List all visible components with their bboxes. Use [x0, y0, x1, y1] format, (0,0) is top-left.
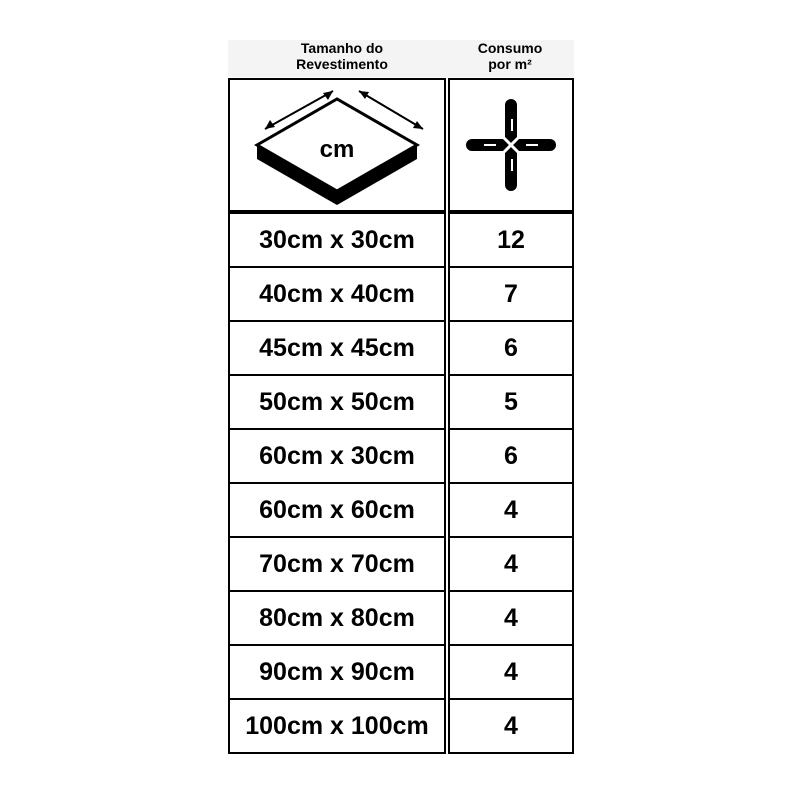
consumption-cell: 4 [448, 644, 574, 700]
table-row [228, 320, 574, 376]
consumption-cell: 4 [448, 590, 574, 646]
tile-size-cell: 60cm x 30cm [228, 428, 446, 484]
tile-size-cell: 70cm x 70cm [228, 536, 446, 592]
icon-row [228, 78, 574, 212]
tile-size-cell: 60cm x 60cm [228, 482, 446, 538]
consumption-cell: 4 [448, 536, 574, 592]
consumption-cell: 4 [448, 482, 574, 538]
table-row [228, 536, 574, 592]
table-row [228, 212, 574, 268]
tile-size-cell: 100cm x 100cm [228, 698, 446, 754]
table-row [228, 482, 574, 538]
consumption-cell: 6 [448, 320, 574, 376]
spacer-icon-cell [448, 78, 574, 212]
tile-size-cell: 45cm x 45cm [228, 320, 446, 376]
table-row [228, 266, 574, 322]
table-row [228, 698, 574, 754]
tile-size-cell: 30cm x 30cm [228, 212, 446, 268]
tile-icon-cell [228, 78, 446, 212]
tile-cm-label: cm [319, 136, 355, 163]
table-row [228, 644, 574, 700]
table-row [228, 428, 574, 484]
tile-size-cell: 50cm x 50cm [228, 374, 446, 430]
tile-size-cell: 40cm x 40cm [228, 266, 446, 322]
tile-size-cell: 80cm x 80cm [228, 590, 446, 646]
consumption-cell: 12 [448, 212, 574, 268]
consumption-cell: 6 [448, 428, 574, 484]
column-header-consumo: Consumo por m² [477, 40, 543, 72]
tile-spacer-cross-icon [466, 97, 556, 193]
column-header-size: Tamanho do Revestimento [296, 40, 388, 72]
table-row [228, 590, 574, 646]
table-row [228, 374, 574, 430]
consumption-cell: 5 [448, 374, 574, 430]
tile-size-cell: 90cm x 90cm [228, 644, 446, 700]
tile-dimensions-icon [237, 85, 437, 205]
consumption-cell: 4 [448, 698, 574, 754]
consumption-cell: 7 [448, 266, 574, 322]
